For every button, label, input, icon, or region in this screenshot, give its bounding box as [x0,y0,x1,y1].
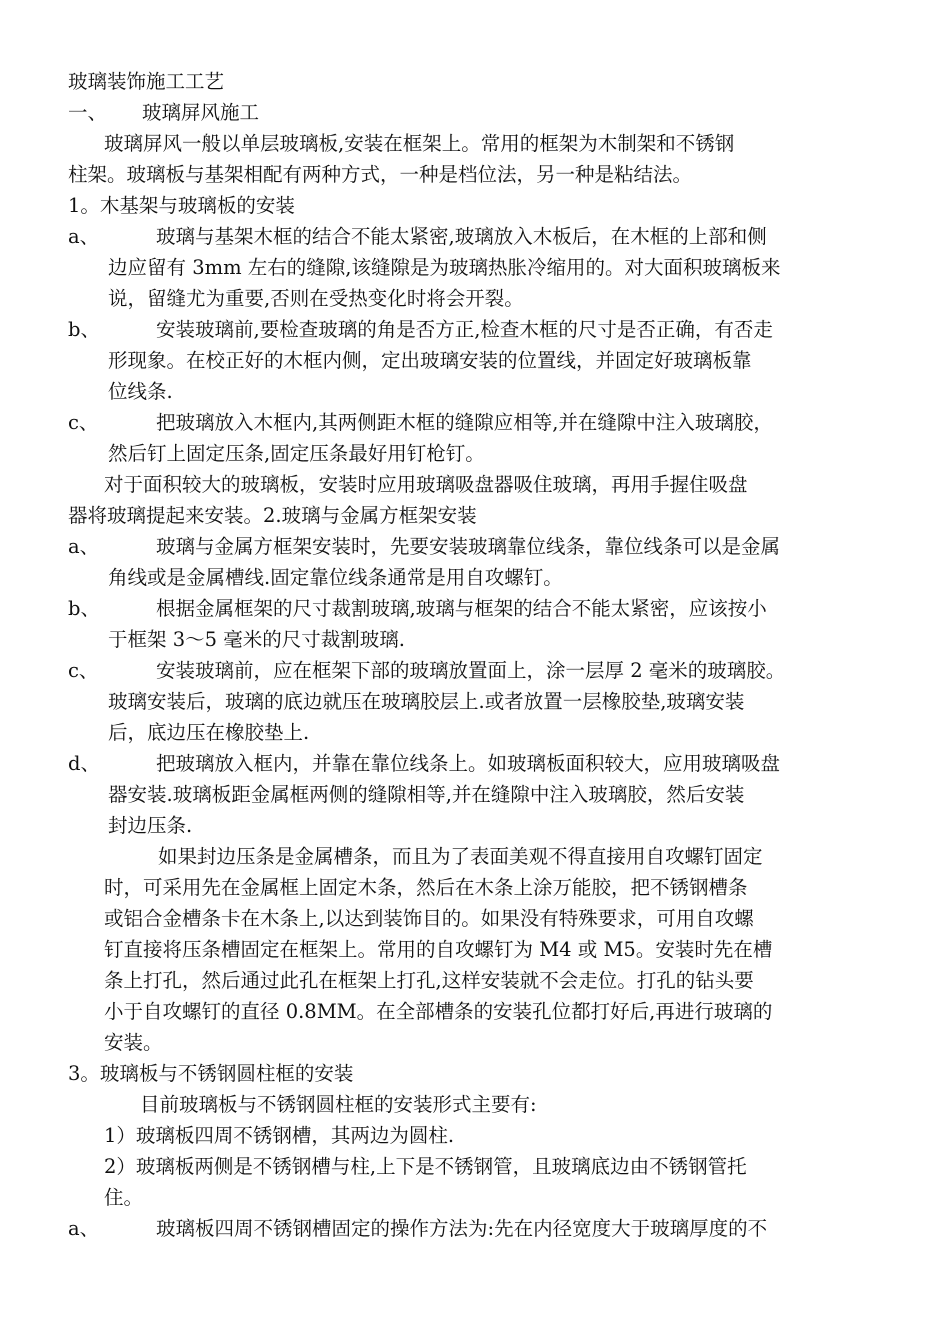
item-label: c、 [68,411,99,434]
text-line: 住。 [104,1186,144,1209]
list-item-1a [68,221,900,314]
list-item-3a [68,1213,900,1244]
text-line: 边应留有 3mm 左右的缝隙,该缝隙是为玻璃热胀冷缩用的。对大面积玻璃板来 [108,256,781,279]
section-number: 一、 [68,101,108,124]
s3-list-1 [68,1120,900,1151]
text-line: 形现象。在校正好的木框内侧，定出玻璃安装的位置线，并固定好玻璃板靠 [108,349,752,372]
text-line: 角线或是金属槽线.固定靠位线条通常是用自攻螺钉。 [108,566,563,589]
text-line: 玻璃板四周不锈钢槽固定的操作方法为:先在内径宽度大于玻璃厚度的不 [156,1217,768,1240]
text-line: 把玻璃放入木框内,其两侧距木框的缝隙应相等,并在缝隙中注入玻璃胶， [156,411,773,434]
list-item-2a [68,531,900,593]
item-label: a、 [68,535,100,558]
item-label: a、 [68,1217,100,1240]
subsection-heading-1: 1。木基架与玻璃板的安装 [68,194,295,217]
text-line: 2）玻璃板两侧是不锈钢槽与柱,上下是不锈钢管，且玻璃底边由不锈钢管托 [104,1155,747,1178]
item-label: a、 [68,225,100,248]
list-item-1b [68,314,900,407]
text-line: 如果封边压条是金属槽条，而且为了表面美观不得直接用自攻螺钉固定 [158,845,763,868]
text-line: 封边压条. [108,814,193,837]
text-line: 把玻璃放入框内，并靠在靠位线条上。如玻璃板面积较大，应用玻璃吸盘 [156,752,781,775]
item-label: b、 [68,318,100,341]
text-line: 柱架。玻璃板与基架相配有两种方式，一种是档位法，另一种是粘结法。 [68,163,693,186]
text-line: 后，底边压在橡胶垫上. [108,721,310,744]
list-item-2c [68,655,900,748]
section-title: 玻璃屏风施工 [142,101,260,124]
text-line: 安装玻璃前，应在框架下部的玻璃放置面上，涂一层厚 2 毫米的玻璃胶。 [156,659,786,682]
text-line: 器安装.玻璃板距金属框两侧的缝隙相等,并在缝隙中注入玻璃胶，然后安装 [108,783,745,806]
text-line: 或铝合金槽条卡在木条上,以达到装饰目的。如果没有特殊要求，可用自攻螺 [104,907,754,930]
text-line: 时，可采用先在金属框上固定木条，然后在木条上涂万能胶，把不锈钢槽条 [104,876,748,899]
doc-title: 玻璃装饰施工工艺 [68,70,225,93]
section-heading-1 [68,97,900,128]
text-line: 安装。 [104,1031,163,1054]
text-line: 位线条. [108,380,173,403]
item-label: c、 [68,659,99,682]
item-label: b、 [68,597,100,620]
item-label: d、 [68,752,100,775]
list-item-2b [68,593,900,655]
paragraph-large-glass [68,469,900,531]
text-line: 条上打孔，然后通过此孔在框架上打孔,这样安装就不会走位。打孔的钻头要 [104,969,754,992]
s3-intro: 目前玻璃板与不锈钢圆柱框的安装形式主要有: [140,1093,537,1116]
subsection-heading-3: 3。玻璃板与不锈钢圆柱框的安装 [68,1062,354,1085]
text-line: 钉直接将压条槽固定在框架上。常用的自攻螺钉为 M4 或 M5。安装时先在槽 [104,938,773,961]
list-item-2d [68,748,900,841]
text-line: 玻璃与基架木框的结合不能太紧密,玻璃放入木板后，在木框的上部和侧 [156,225,767,248]
text-line: 说，留缝尤为重要,否则在受热变化时将会开裂。 [108,287,524,310]
text-line: 安装玻璃前,要检查玻璃的角是否方正,检查木框的尺寸是否正确，有否走 [156,318,773,341]
paragraph-edge-strip [68,841,900,1058]
list-item-1c [68,407,900,469]
text-line: 玻璃安装后，玻璃的底边就压在玻璃胶层上.或者放置一层橡胶垫,玻璃安装 [108,690,745,713]
text-line: 小于自攻螺钉的直径 0.8MM。在全部槽条的安装孔位都打好后,再进行玻璃的 [104,1000,773,1023]
s3-list-2 [68,1151,900,1213]
text-line: 根据金属框架的尺寸裁割玻璃,玻璃与框架的结合不能太紧密，应该按小 [156,597,767,620]
text-line: 1）玻璃板四周不锈钢槽，其两边为圆柱. [104,1124,455,1147]
text-line: 玻璃与金属方框架安装时，先要安装玻璃靠位线条，靠位线条可以是金属 [156,535,781,558]
text-line: 然后钉上固定压条,固定压条最好用钉枪钉。 [108,442,485,465]
intro-paragraph [68,128,900,190]
text-line: 器将玻璃提起来安装。2.玻璃与金属方框架安装 [68,504,477,527]
text-line: 对于面积较大的玻璃板，安装时应用玻璃吸盘器吸住玻璃，再用手握住吸盘 [104,473,748,496]
text-line: 于框架 3～5 毫米的尺寸裁割玻璃. [108,628,405,651]
text-line: 玻璃屏风一般以单层玻璃板,安装在框架上。常用的框架为木制架和不锈钢 [104,132,735,155]
